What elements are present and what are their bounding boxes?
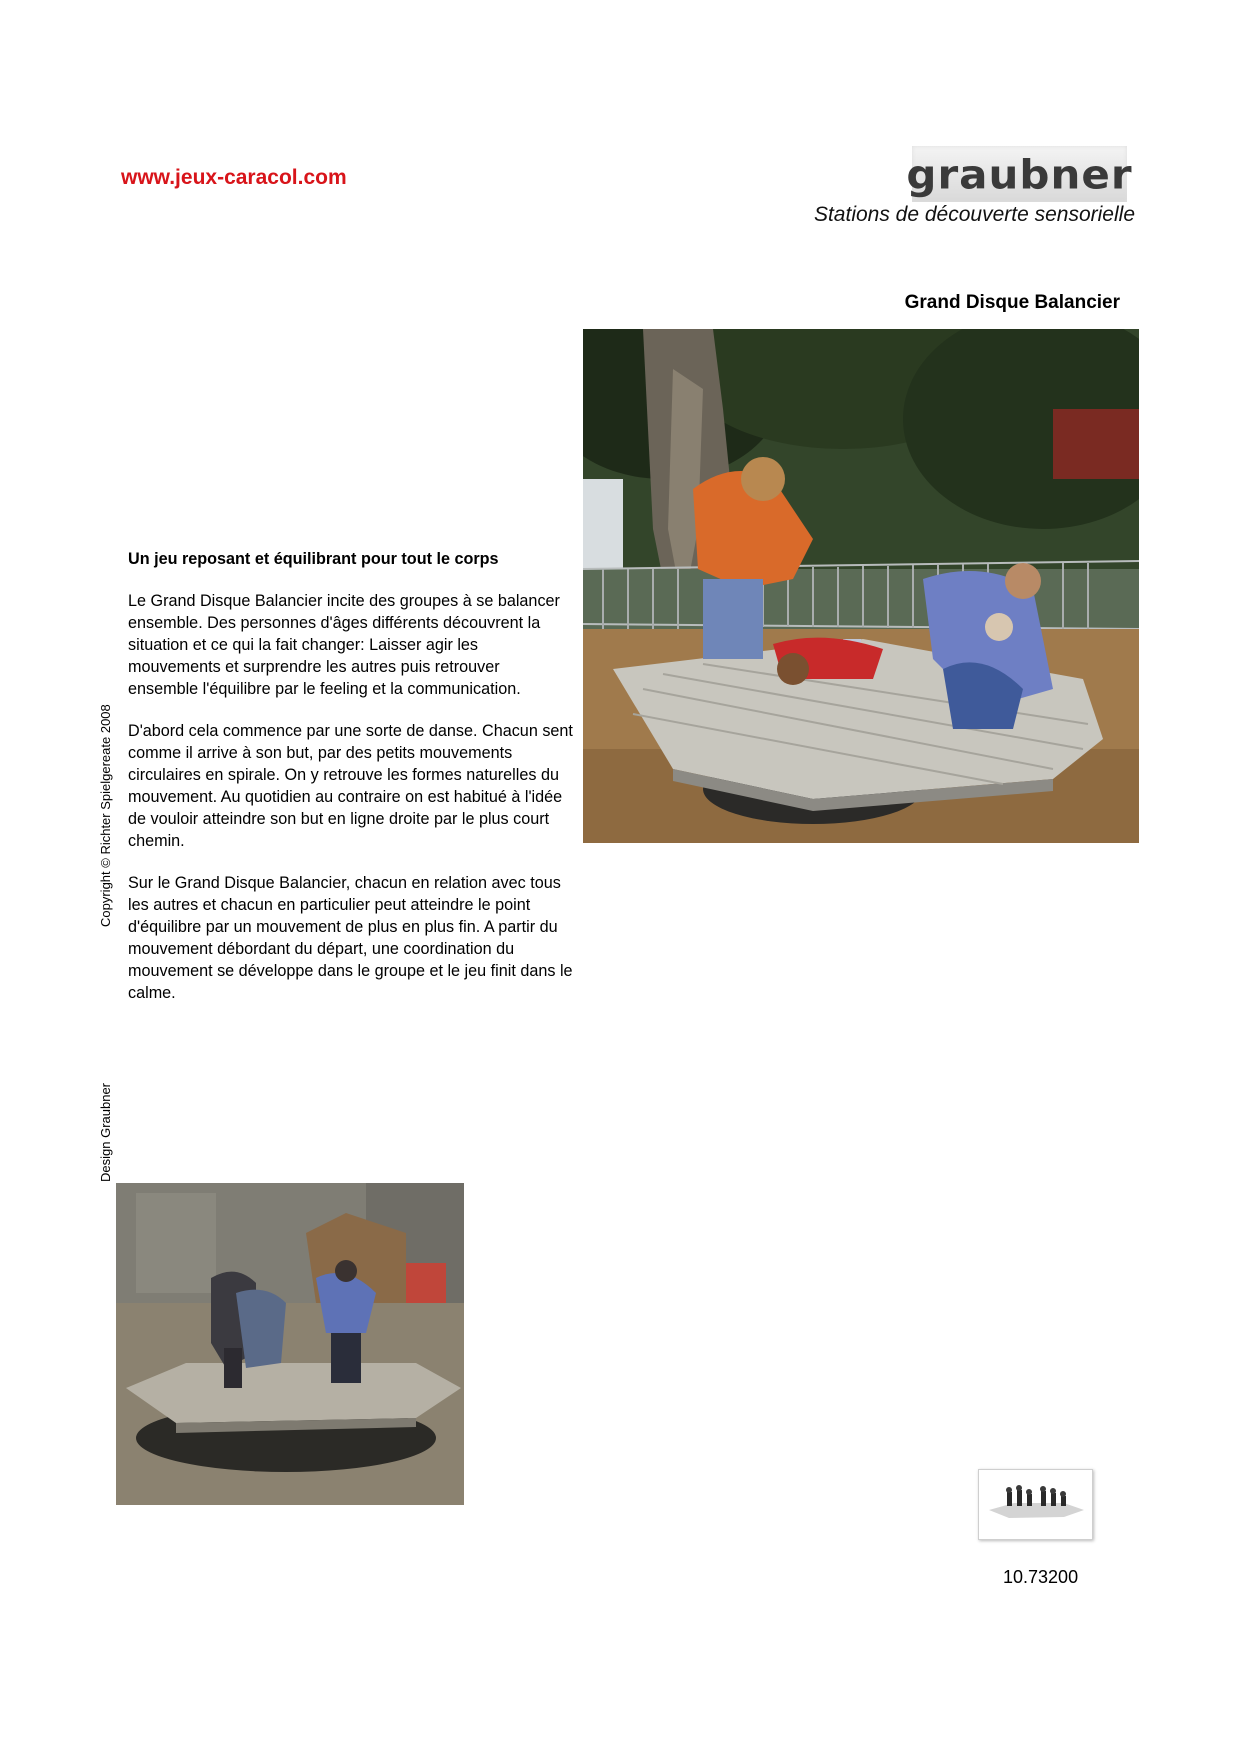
main-product-photo (583, 329, 1139, 843)
website-url[interactable]: www.jeux-caracol.com (121, 166, 347, 189)
secondary-product-photo (116, 1183, 464, 1505)
description-block (128, 548, 573, 1024)
tagline: Stations de découverte sensorielle (813, 203, 1135, 226)
description-paragraph: Sur le Grand Disque Balancier, chacun en relation avec tous les autres et chacun en particulier peut atteindre le point d'équilibre par un mouvement de plus en plus fin. A partir du mouvement débordant du départ, une coordination du mouvement se développe dans le groupe et le jeu finit dans le calme. (128, 874, 573, 1002)
logo-text: graubner (906, 150, 1133, 198)
graubner-logo (906, 146, 1133, 202)
description-paragraph: Le Grand Disque Balancier incite des groupes à se balancer ensemble. Des personnes d'âges différents découvrent la situation et ce qui la fait changer: Laisser agir les mouvements et surprendre les autres puis retrouver ensemble l'équilibre par le feeling et la communication. (128, 592, 560, 698)
product-title: Grand Disque Balancier (904, 292, 1120, 313)
product-thumbnail (978, 1469, 1093, 1540)
copyright-note: Copyright © Richter Spielgereate 2008 (98, 704, 113, 927)
product-reference-number: 10.73200 (1003, 1567, 1079, 1587)
description-paragraph: D'abord cela commence par une sorte de danse. Chacun sent comme il arrive à son but, par des petits mouvements circulaires en spirale. On y retrouve les formes naturelles du mouvement. Au quotidien au contraire on est habitué à l'idée de vouloir atteindre son but en ligne droite par le plus court chemin. (128, 722, 573, 850)
description-heading: Un jeu reposant et équilibrant pour tout le corps (128, 550, 499, 568)
design-credit: Design Graubner (98, 1083, 113, 1182)
